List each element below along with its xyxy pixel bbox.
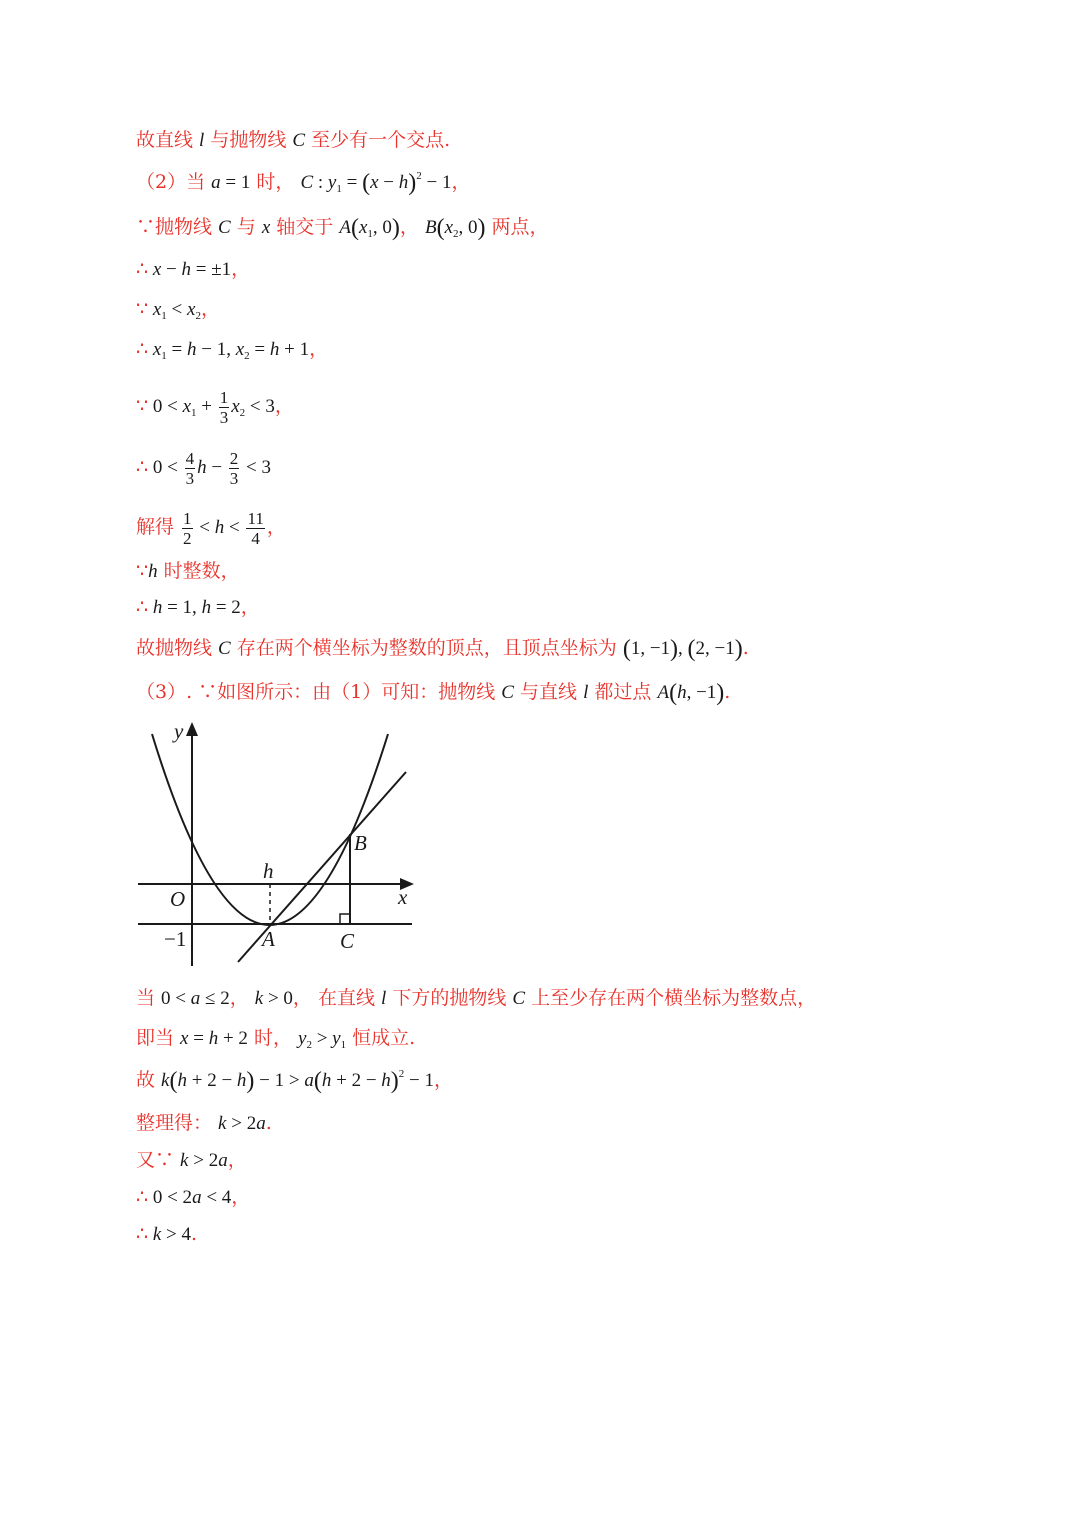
text-line-12: 故抛物线 C 存在两个横坐标为整数的顶点，且顶点坐标为 (1, −1), (2, −1). [136,636,749,662]
right-angle-marker [340,914,350,924]
text-line-17: 整理得： k > 2a. [136,1112,272,1134]
parabola-curve [152,734,388,925]
text-line-4: ∴ x − h = ±1， [136,258,251,280]
text-line-3: ∵抛物线 C 与 x 轴交于 $A(x_1$, 0)， $B(x_2$, 0) 两点， [136,215,549,241]
text-line-2: （2）当 a = 1 时， C : $y_1 = (x - h)^2 - 1$， [136,170,471,196]
text-line-13: （3）. ∵如图所示：由（1）可知：抛物线 C 与直线 l 都过点 A(h, −1). [136,680,731,706]
text-line-9: 解得 $\frac{1}{2}$ < h < $\frac{11}{4}$ ， [136,509,286,548]
text-line-8: ∴ 0 < $\frac{4}{3}$ h − $\frac{2}{3}$ < 3 [136,449,271,488]
text-line-18: 又∵ k > 2a， [136,1149,247,1171]
text-line-11: ∴ h = 1, h = 2， [136,596,260,618]
text-line-20: ∴ k > 4. [136,1223,198,1245]
label-h: h [263,859,274,883]
text-line-5: ∵ $x_1 < x_2$， [136,298,220,322]
text-line-7: ∵ $0 < x_1$ + $\frac{1}{3}$ $x_2 < 3$， [136,388,294,427]
label-x: x [398,885,408,909]
text-line-1: 故直线 l 与抛物线 C 至少有一个交点. [136,129,451,151]
label-origin: O [170,887,186,911]
text-line-10: ∵h 时整数， [136,560,240,582]
text-line-15: 即当 x = h + 2 时， $y_2 > y_1$ 恒成立. [136,1027,416,1051]
text-line-14: 当 0 < a ≤ 2， k > 0， 在直线 l 下方的抛物线 C 上至少存在两个横坐标为整数点， [136,987,817,1009]
text-line-6: ∴ $x_1 = h - 1$, $x_2 = h + 1$， [136,338,329,362]
label-b: B [354,831,367,855]
label-y: y [174,719,184,743]
y-axis-arrow-icon [186,722,198,736]
text-line-16: 故 $k(h + 2 - h) - 1 > a(h + 2 - h)^2 - 1$， [136,1068,454,1094]
text-line-19: ∴ 0 < 2a < 4， [136,1186,251,1208]
parabola-line-figure [134,716,424,970]
label-minus-one: −1 [164,927,187,951]
label-c: C [340,929,355,953]
label-a: A [262,927,275,951]
